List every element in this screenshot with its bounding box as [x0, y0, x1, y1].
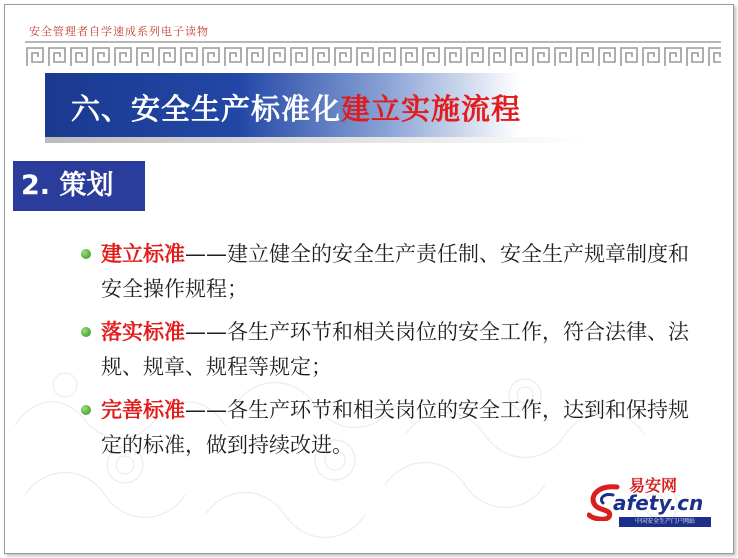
list-item	[81, 393, 691, 463]
title-part-2: 建立实施流程	[341, 92, 522, 126]
bullet-key: 建立标准	[101, 242, 185, 266]
header-divider	[25, 41, 721, 43]
logo-tagline: 中国安全生产门户网站	[619, 517, 711, 527]
greek-key-border	[25, 46, 721, 68]
bullet-text: ——各生产环节和相关岗位的安全工作，达到和保持规定的标准，做到持续改进。	[101, 398, 689, 457]
slide	[4, 4, 734, 554]
logo-chinese-name: 易安网	[629, 476, 678, 495]
bullet-dot-icon	[81, 327, 91, 337]
bullet-text: ——建立健全的安全生产责任制、安全生产规章制度和安全操作规程；	[101, 242, 689, 301]
title-part-1: 六、安全生产标准化	[71, 92, 342, 126]
bullet-key: 完善标准	[101, 398, 185, 422]
bullet-dot-icon	[81, 249, 91, 259]
list-item	[81, 315, 691, 385]
bullet-text: ——各生产环节和相关岗位的安全工作，符合法律、法规、规章、规程等规定；	[101, 320, 689, 379]
bullet-dot-icon	[81, 405, 91, 415]
slide-title	[71, 87, 521, 128]
bullet-key: 落实标准	[101, 320, 185, 344]
logo-domain: afety.cn	[613, 491, 704, 515]
series-header: 安全管理者自学速成系列电子读物	[29, 25, 209, 38]
section-label: 2. 策划	[13, 161, 145, 211]
list-item	[81, 237, 691, 307]
bullet-list	[81, 237, 691, 471]
title-banner-shadow	[45, 137, 585, 143]
site-logo	[587, 473, 727, 533]
